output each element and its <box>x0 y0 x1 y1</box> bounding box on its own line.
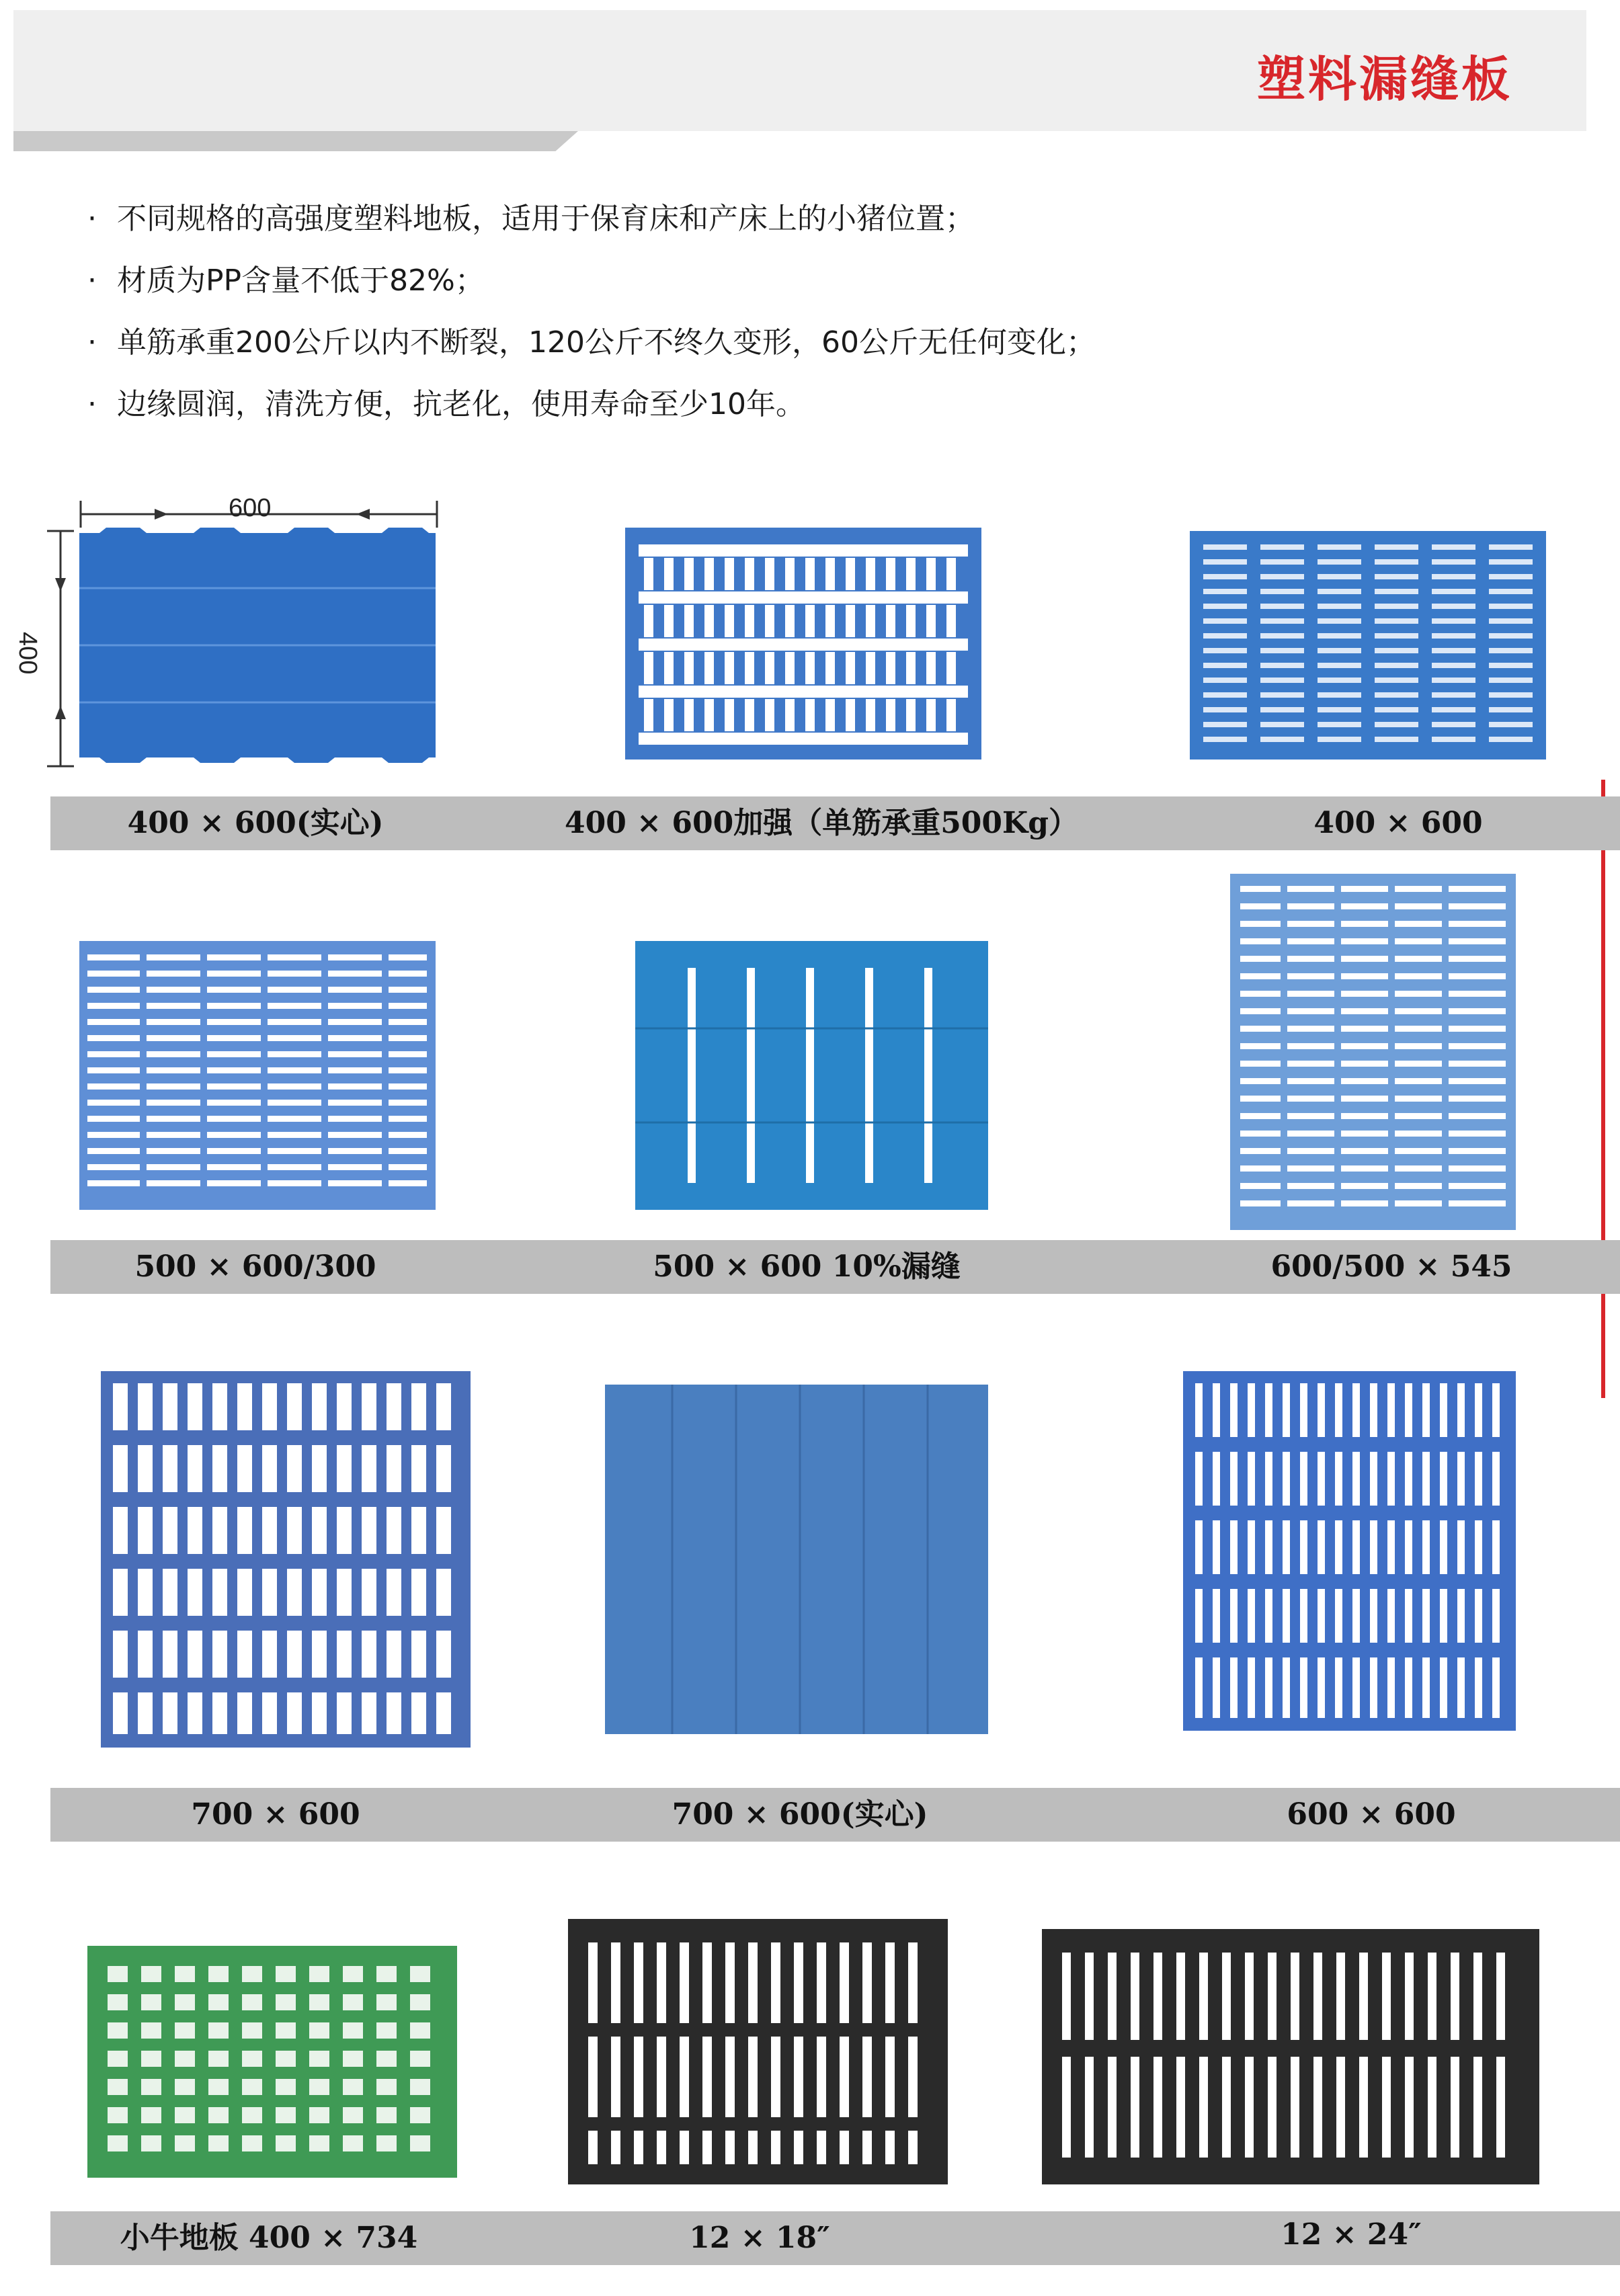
slat-panel-image <box>1183 1371 1516 1731</box>
product-caption: 400 × 600(实心) <box>127 806 384 840</box>
feature-item <box>87 312 1096 374</box>
product-400x600 <box>1190 531 1546 760</box>
slat-panel-image <box>1042 1929 1539 2184</box>
product-caption: 400 × 600 <box>1313 806 1483 840</box>
product-caption: 600 × 600 <box>1287 1797 1456 1832</box>
feature-item <box>87 250 1096 312</box>
bullet-dot: · <box>87 202 97 236</box>
feature-item <box>87 188 1096 250</box>
bullet-dot: · <box>87 387 97 421</box>
product-400x600-solid <box>79 528 436 763</box>
slat-panel-image <box>605 1385 988 1734</box>
product-700x600 <box>101 1371 471 1748</box>
slat-panel-image <box>635 941 988 1210</box>
product-caption: 12 × 24″ <box>1281 2217 1422 2252</box>
slat-panel-image <box>87 1946 457 2178</box>
side-accent-rule <box>1601 780 1605 1398</box>
product-caption: 700 × 600(实心) <box>672 1797 928 1832</box>
page-title: 塑料漏缝板 <box>1256 51 1512 108</box>
feature-list <box>87 188 1096 436</box>
product-12x24 <box>1042 1929 1539 2184</box>
feature-text: 边缘圆润，清洗方便，抗老化，使用寿命至少10年。 <box>117 387 805 421</box>
feature-text: 不同规格的高强度塑料地板，适用于保育床和产床上的小猪位置； <box>117 202 975 236</box>
dimension-height-label: 400 <box>13 632 42 675</box>
product-caption: 小牛地板 400 × 734 <box>120 2221 418 2255</box>
slat-panel-image <box>625 528 981 760</box>
product-caption: 600/500 × 545 <box>1270 1249 1512 1284</box>
slat-panel-image <box>79 941 436 1210</box>
product-500x600-10pct <box>635 941 988 1210</box>
feature-text: 材质为PP含量不低于82%； <box>117 263 485 298</box>
product-caption: 400 × 600加强（单筋承重500Kg） <box>565 806 1079 840</box>
slat-panel-image <box>1230 874 1516 1230</box>
product-600x600 <box>1183 1371 1516 1731</box>
bullet-dot: · <box>87 263 97 298</box>
product-400x600-reinforced <box>625 528 981 760</box>
dimension-width-label: 600 <box>229 494 272 522</box>
slat-panel-image <box>1190 531 1546 760</box>
feature-item <box>87 374 1096 436</box>
feature-text: 单筋承重200公斤以内不断裂，120公斤不终久变形，60公斤无任何变化； <box>117 325 1096 360</box>
slat-panel-image <box>568 1919 948 2184</box>
product-500x600-300 <box>79 941 436 1210</box>
bullet-dot: · <box>87 325 97 360</box>
product-12x18 <box>568 1919 948 2184</box>
slat-panel-image <box>101 1371 471 1748</box>
product-caption: 500 × 600 10%漏缝 <box>653 1249 961 1284</box>
header-stripe <box>13 131 578 151</box>
product-caption: 700 × 600 <box>191 1797 360 1832</box>
product-caption: 500 × 600/300 <box>134 1249 376 1284</box>
product-600-500x545 <box>1230 874 1516 1230</box>
product-calf-400x734 <box>87 1946 457 2178</box>
product-700x600-solid <box>605 1385 988 1734</box>
product-caption: 12 × 18″ <box>689 2221 830 2255</box>
slat-panel-image <box>79 528 436 763</box>
